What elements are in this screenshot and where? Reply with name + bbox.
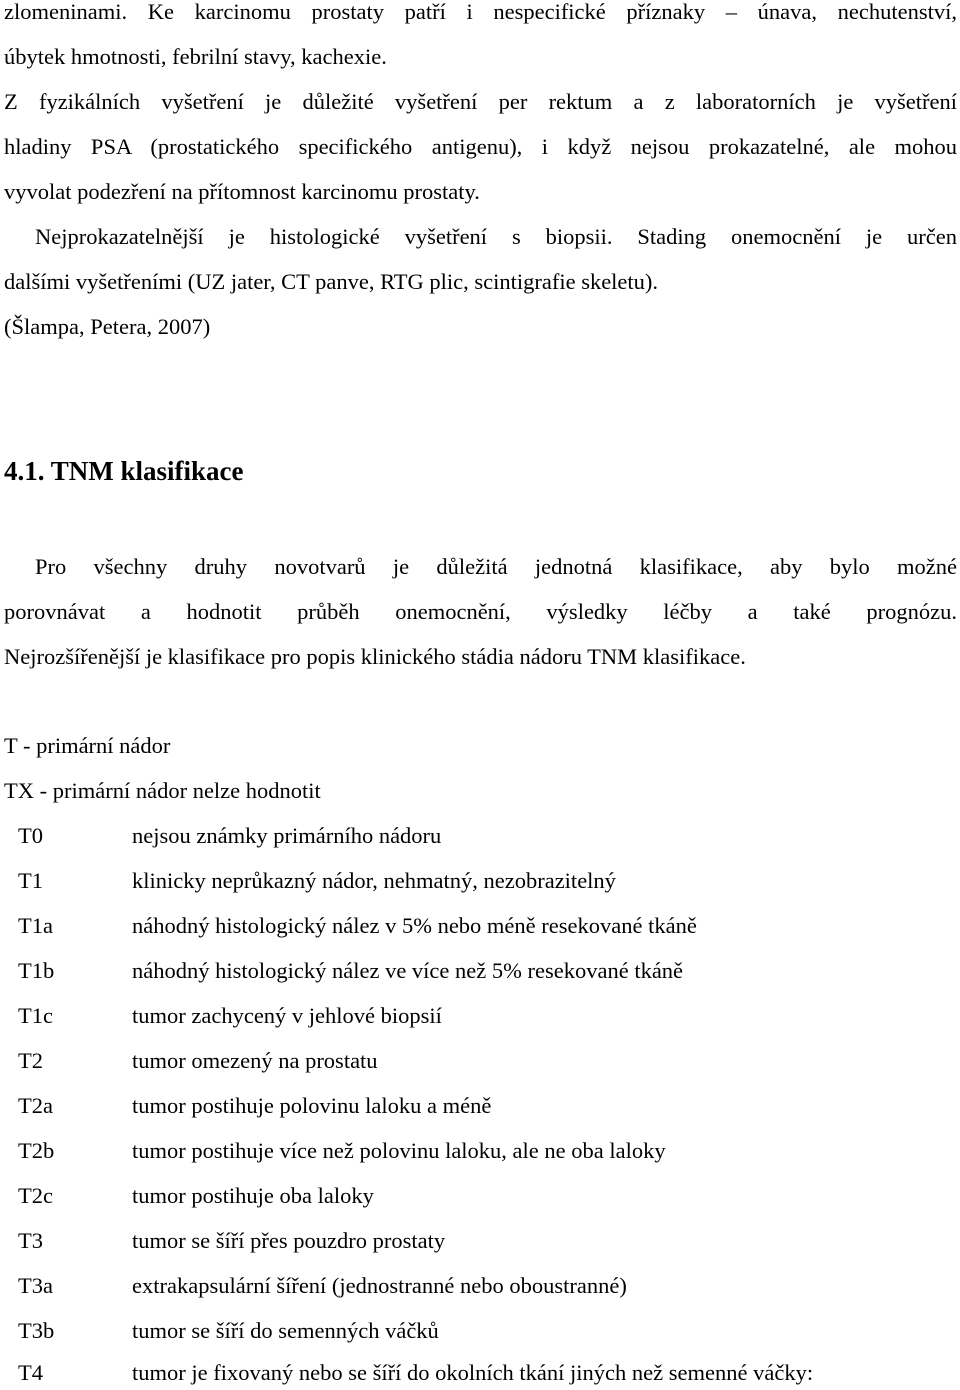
t-code: T3b	[18, 1318, 55, 1343]
section-line-3: Nejrozšířenější je klasifikace pro popis klinického stádia nádoru TNM klasifikace.	[4, 644, 746, 669]
t-description: klinicky neprůkazný nádor, nehmatný, nezobrazitelný	[132, 868, 616, 893]
t-code: T4	[18, 1360, 43, 1385]
t-code: T3	[18, 1228, 43, 1253]
table-row	[4, 1181, 957, 1211]
table-row	[4, 1358, 957, 1388]
section-heading: 4.1. TNM klasifikace	[4, 456, 244, 486]
t-description: nejsou známky primárního nádoru	[132, 823, 442, 848]
t-description: tumor omezený na prostatu	[132, 1048, 378, 1073]
t-code: T1	[18, 868, 43, 893]
t-code: T1c	[18, 1003, 53, 1028]
t-code: T1a	[18, 913, 53, 938]
biopsy-line-2: dalšími vyšetřeními (UZ jater, CT panve, RTG plic, scintigrafie skeletu).	[4, 269, 659, 294]
table-row	[4, 956, 957, 986]
t-code: T2	[18, 1048, 43, 1073]
t-description: tumor postihuje více než polovinu laloku, ale ne oba laloky	[132, 1138, 666, 1163]
table-row	[4, 1136, 957, 1166]
table-row	[4, 1226, 957, 1256]
t-description: tumor je fixovaný nebo se šíří do okolních tkání jiných než semenné váčky:	[132, 1360, 814, 1385]
exam-line-2: hladiny PSA (prostatického specifického antigenu), i když nejsou prokazatelné, ale mohou	[4, 134, 957, 159]
t-code: T2a	[18, 1093, 53, 1118]
table-row	[4, 1316, 957, 1346]
section-line-1: Pro všechny druhy novotvarů je důležitá jednotná klasifikace, aby bylo možné	[35, 554, 957, 579]
table-row	[4, 866, 957, 896]
biopsy-line-1: Nejprokazatelnější je histologické vyšetření s biopsii. Stading onemocnění je určen	[35, 224, 957, 249]
table-row	[4, 1001, 957, 1031]
t-description: náhodný histologický nález v 5% nebo méně resekované tkáně	[132, 913, 697, 938]
table-row	[4, 1271, 957, 1301]
t-code: T2b	[18, 1138, 55, 1163]
section-line-2: porovnávat a hodnotit průběh onemocnění, výsledky léčby a také prognózu.	[4, 599, 957, 624]
t-description: tumor se šíří přes pouzdro prostaty	[132, 1228, 446, 1253]
t-description: náhodný histologický nález ve více než 5% resekované tkáně	[132, 958, 684, 983]
intro-line-1: zlomeninami. Ke karcinomu prostaty patří i nespecifické příznaky – únava, nechutenství,	[4, 0, 957, 24]
t-code: T0	[18, 823, 43, 848]
table-row	[4, 1046, 957, 1076]
t-description: tumor postihuje oba laloky	[132, 1183, 374, 1208]
citation: (Šlampa, Petera, 2007)	[4, 314, 211, 339]
t-code: T2c	[18, 1183, 53, 1208]
t-description: tumor se šíří do semenných váčků	[132, 1318, 439, 1343]
tx-line: TX - primární nádor nelze hodnotit	[4, 778, 321, 803]
intro-line-2: úbytek hmotnosti, febrilní stavy, kachexie.	[4, 44, 387, 69]
exam-line-1: Z fyzikálních vyšetření je důležité vyšetření per rektum a z laboratorních je vyšetření	[4, 89, 957, 114]
table-row	[4, 1091, 957, 1121]
t-code: T1b	[18, 958, 55, 983]
table-row	[4, 821, 957, 851]
t-description: tumor postihuje polovinu laloku a méně	[132, 1093, 492, 1118]
table-row	[4, 911, 957, 941]
t-category-title: T - primární nádor	[4, 733, 171, 758]
t-code: T3a	[18, 1273, 53, 1298]
t-description: tumor zachycený v jehlové biopsií	[132, 1003, 442, 1028]
exam-line-3: vyvolat podezření na přítomnost karcinomu prostaty.	[4, 179, 480, 204]
t-description: extrakapsulární šíření (jednostranné nebo oboustranné)	[132, 1273, 627, 1298]
